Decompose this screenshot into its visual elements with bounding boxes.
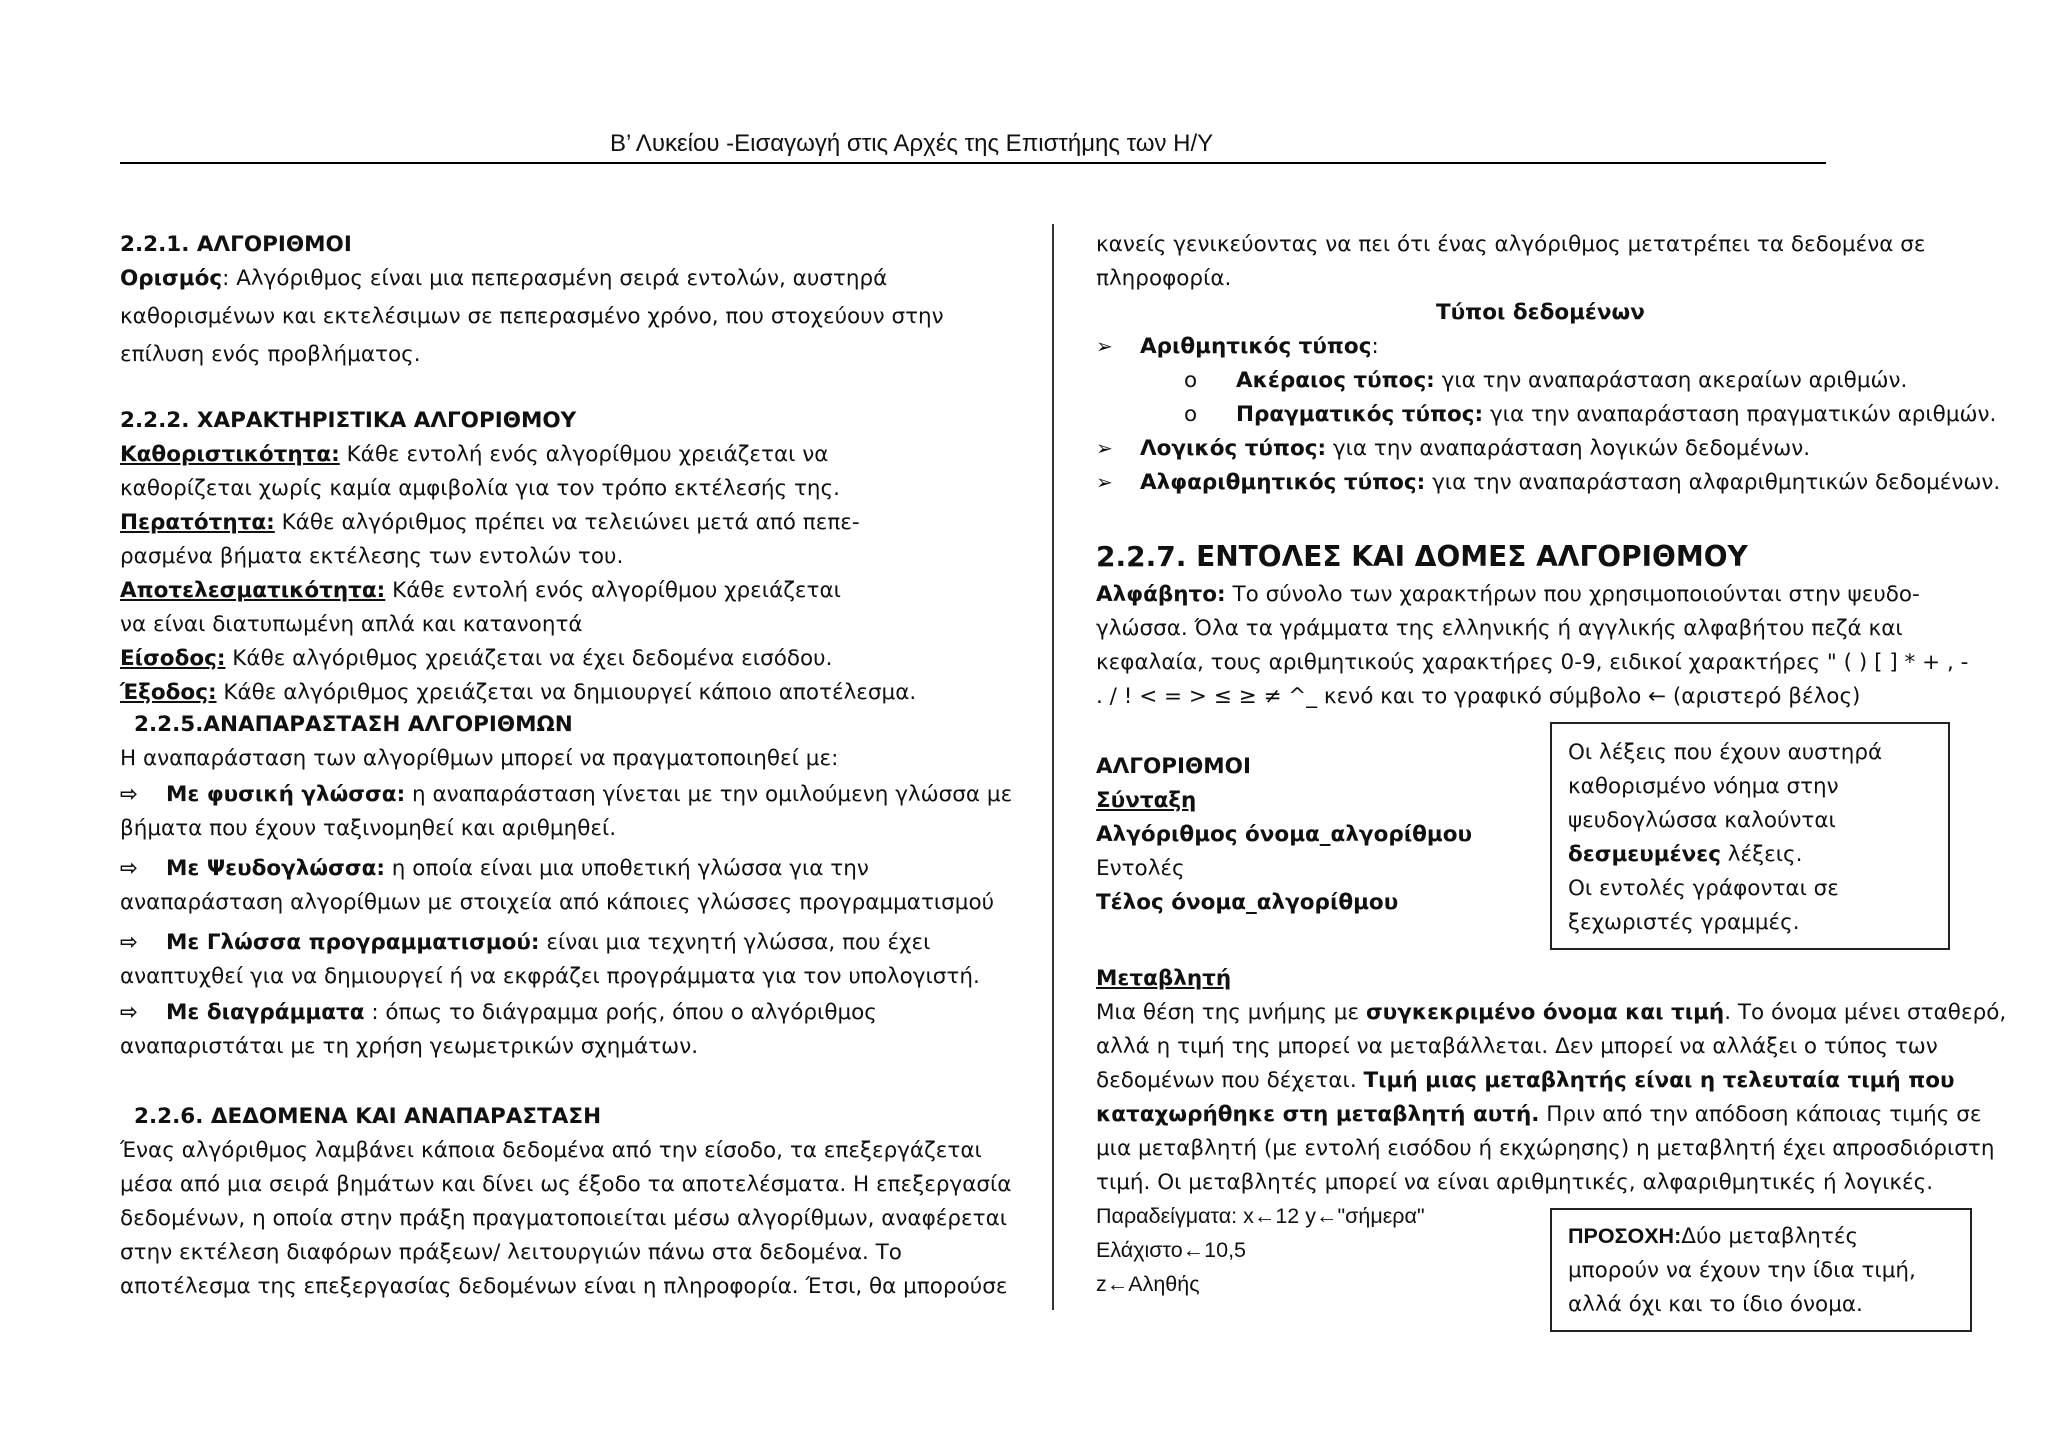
natural-language-line-2: βήματα που έχουν ταξινομηθεί και αριθμηθεί. — [120, 816, 617, 841]
pseudocode-line-1: ⇨ Με Ψευδογλώσσα: η οποία είναι μια υποθετική γλώσσα για την — [120, 856, 869, 881]
programming-language-line-2: αναπτυχθεί για να δημιουργεί ή να εκφράζει προγράμματα για τον υπολογιστή. — [120, 964, 980, 989]
variable-line-3: δεδομένων που δέχεται. Τιμή μιας μεταβλητής είναι η τελευταία τιμή που — [1096, 1068, 1955, 1093]
syntax-algorithms-heading: ΑΛΓΟΡΙΘΜΟΙ — [1096, 754, 1251, 779]
column-divider — [1052, 224, 1054, 1310]
syntax-line-2: Εντολές — [1096, 856, 1185, 881]
data-paragraph-line-2: μέσα από μια σειρά βημάτων και δίνει ως έξοδο τα αποτελέσματα. Η επεξεργασία — [120, 1172, 1012, 1197]
variable-line-2: αλλά η τιμή της μπορεί να μεταβάλλεται. Δεν μπορεί να αλλάξει ο τύπος των — [1096, 1034, 1938, 1059]
header-title: Β’ Λυκείου -Εισαγωγή στις Αρχές της Επιστήμης των Η/Υ — [610, 130, 1214, 157]
definition-line-3: επίλυση ενός προβλήματος. — [120, 342, 421, 367]
data-paragraph-line-3: δεδομένων, η οποία στην πράξη πραγματοποιείται μέσω αλγορίθμων, αναφέρεται — [120, 1206, 1008, 1231]
integer-type-line: o Ακέραιος τύπος: για την αναπαράσταση ακεραίων αριθμών. — [1184, 368, 1908, 393]
section-2-2-7-title: 2.2.7. ΕΝΤΟΛΕΣ ΚΑΙ ΔΟΜΕΣ ΑΛΓΟΡΙΘΜΟΥ — [1096, 540, 1748, 573]
box2-line-1: ΠΡΟΣΟΧΗ:Δύο μεταβλητές — [1568, 1224, 1859, 1249]
example-line-3: z←Αληθής — [1096, 1272, 1200, 1296]
apotelesmatikotita-line-1: Αποτελεσματικότητα: Κάθε εντολή ενός αλγορίθμου χρειάζεται — [120, 578, 841, 603]
kathoristikotita-line-1: Καθοριστικότητα: Κάθε εντολή ενός αλγορίθμου χρειάζεται να — [120, 442, 829, 467]
arrow-bullet-icon: ➢ — [1096, 470, 1113, 494]
exodos-line: Έξοδος: Κάθε αλγόριθμος χρειάζεται να δημιουργεί κάποιο αποτέλεσμα. — [120, 680, 917, 705]
diagrams-line-2: αναπαριστάται με τη χρήση γεωμετρικών σχημάτων. — [120, 1034, 699, 1059]
peratotita-line-1: Περατότητα: Κάθε αλγόριθμος πρέπει να τελειώνει μετά από πεπε- — [120, 510, 860, 535]
box1-line-3: ψευδογλώσσα καλούνται — [1568, 808, 1836, 833]
box1-line-4: δεσμευμένες λέξεις. — [1568, 842, 1803, 867]
data-types-title: Τύποι δεδομένων — [1436, 300, 1645, 325]
syntax-label: Σύνταξη — [1096, 788, 1197, 813]
arrow-right-icon: ⇨ — [120, 782, 139, 807]
natural-language-line-1: ⇨ Με φυσική γλώσσα: η αναπαράσταση γίνεται με την ομιλούμενη γλώσσα με — [120, 782, 1013, 807]
arrow-right-icon: ⇨ — [120, 856, 139, 881]
arrow-right-icon: ⇨ — [120, 1000, 139, 1025]
alphabet-line-2: γλώσσα. Όλα τα γράμματα της ελληνικής ή αγγλικής αλφαβήτου πεζά και — [1096, 616, 1903, 641]
box1-line-1: Οι λέξεις που έχουν αυστηρά — [1568, 740, 1883, 765]
box2-line-3: αλλά όχι και το ίδιο όνομα. — [1568, 1292, 1863, 1317]
pseudocode-line-2: αναπαράσταση αλγορίθμων με στοιχεία από κάποιες γλώσσες προγραμματισμού — [120, 890, 995, 915]
box2-line-2: μπορούν να έχουν την ίδια τιμή, — [1568, 1258, 1916, 1283]
continuation-line-1: κανείς γενικεύοντας να πει ότι ένας αλγόριθμος μετατρέπει τα δεδομένα σε — [1096, 232, 1926, 257]
definition-line-1: Ορισμός: Αλγόριθμος είναι μια πεπερασμένη σειρά εντολών, αυστηρά — [120, 266, 888, 291]
peratotita-line-2: ρασμένα βήματα εκτέλεσης των εντολών του. — [120, 544, 624, 569]
kathoristikotita-line-2: καθορίζεται χωρίς καμία αμφιβολία για τον τρόπο εκτέλεσής της. — [120, 476, 840, 501]
variable-line-6: τιμή. Οι μεταβλητές μπορεί να είναι αριθμητικές, αλφαριθμητικές ή λογικές. — [1096, 1170, 1934, 1195]
box1-line-5: Οι εντολές γράφονται σε — [1568, 876, 1839, 901]
diagrams-line-1: ⇨ Με διαγράμματα : όπως το διάγραμμα ροής, όπου ο αλγόριθμος — [120, 1000, 877, 1025]
circle-bullet-icon: o — [1184, 368, 1198, 393]
syntax-line-1: Αλγόριθμος όνομα_αλγορίθμου — [1096, 822, 1472, 847]
reserved-words-box — [1550, 722, 1950, 950]
variable-title: Μεταβλητή — [1096, 966, 1232, 991]
section-2-2-5-title: 2.2.5.ΑΝΑΠΑΡΑΣΤΑΣΗ ΑΛΓΟΡΙΘΜΩΝ — [134, 712, 573, 737]
section-2-2-1-title: 2.2.1. ΑΛΓΟΡΙΘΜΟΙ — [120, 232, 352, 257]
programming-language-line-1: ⇨ Με Γλώσσα προγραμματισμού: είναι μια τεχνητή γλώσσα, που έχει — [120, 930, 931, 955]
data-paragraph-line-1: Ένας αλγόριθμος λαμβάνει κάποια δεδομένα από την είσοδο, τα επεξεργάζεται — [120, 1138, 982, 1163]
arrow-bullet-icon: ➢ — [1096, 436, 1113, 460]
alphabet-line-4: . / ! < = > ≤ ≥ ≠ ^_ κενό και το γραφικό σύμβολο ← (αριστερό βέλος) — [1096, 684, 1861, 709]
alphabet-line-1: Αλφάβητο: Το σύνολο των χαρακτήρων που χρησιμοποιούνται στην ψευδο- — [1096, 582, 1920, 607]
alphabet-line-3: κεφαλαία, τους αριθμητικούς χαρακτήρες 0-9, ειδικοί χαρακτήρες " ( ) [ ] * + , - — [1096, 650, 1969, 675]
syntax-line-3: Τέλος όνομα_αλγορίθμου — [1096, 890, 1399, 915]
box1-line-6: ξεχωριστές γραμμές. — [1568, 910, 1800, 935]
variable-line-4: καταχωρήθηκε στη μεταβλητή αυτή. Πριν από την απόδοση κάποιας τιμής σε — [1096, 1102, 1982, 1127]
section-2-2-6-title: 2.2.6. ΔΕΔΟΜΕΝΑ ΚΑΙ ΑΝΑΠΑΡΑΣΤΑΣΗ — [134, 1104, 602, 1129]
logical-type-line: ➢ Λογικός τύπος: για την αναπαράσταση λογικών δεδομένων. — [1096, 436, 1811, 461]
attention-box — [1550, 1208, 1972, 1332]
variable-line-5: μια μεταβλητή (με εντολή εισόδου ή εκχώρησης) η μεταβλητή έχει απροσδιόριστη — [1096, 1136, 1995, 1161]
real-type-line: o Πραγματικός τύπος: για την αναπαράσταση πραγματικών αριθμών. — [1184, 402, 1997, 427]
data-paragraph-line-4: στην εκτέλεση διαφόρων πράξεων/ λειτουργιών πάνω στα δεδομένα. Το — [120, 1240, 902, 1265]
arrow-bullet-icon: ➢ — [1096, 334, 1113, 358]
page-header — [120, 128, 1826, 164]
apotelesmatikotita-line-2: να είναι διατυπωμένη απλά και κατανοητά — [120, 612, 583, 637]
continuation-line-2: πληροφορία. — [1096, 266, 1232, 291]
representation-intro: Η αναπαράσταση των αλγορίθμων μπορεί να πραγματοποιηθεί με: — [120, 746, 839, 771]
section-2-2-2-title: 2.2.2. ΧΑΡΑΚΤΗΡΙΣΤΙΚΑ ΑΛΓΟΡΙΘΜΟΥ — [120, 408, 577, 433]
circle-bullet-icon: o — [1184, 402, 1198, 427]
eisodos-line: Είσοδος: Κάθε αλγόριθμος χρειάζεται να έχει δεδομένα εισόδου. — [120, 646, 833, 671]
arithmetic-type-line: ➢ Αριθμητικός τύπος: — [1096, 334, 1379, 359]
example-line-2: Ελάχιστο←10,5 — [1096, 1238, 1247, 1262]
data-paragraph-line-5: αποτέλεσμα της επεξεργασίας δεδομένων είναι η πληροφορία. Έτσι, θα μπορούσε — [120, 1274, 1008, 1299]
alphanumeric-type-line: ➢ Αλφαριθμητικός τύπος: για την αναπαράσταση αλφαριθμητικών δεδομένων. — [1096, 470, 2001, 495]
box1-line-2: καθορισμένο νόημα στην — [1568, 774, 1839, 799]
definition-line-2: καθορισμένων και εκτελέσιμων σε πεπερασμένο χρόνο, που στοχεύουν στην — [120, 304, 944, 329]
example-line-1: Παραδείγματα: x←12 y←"σήμερα" — [1096, 1204, 1425, 1228]
arrow-right-icon: ⇨ — [120, 930, 139, 955]
variable-line-1: Μια θέση της μνήμης με συγκεκριμένο όνομα και τιμή. Το όνομα μένει σταθερό, — [1096, 1000, 2007, 1025]
